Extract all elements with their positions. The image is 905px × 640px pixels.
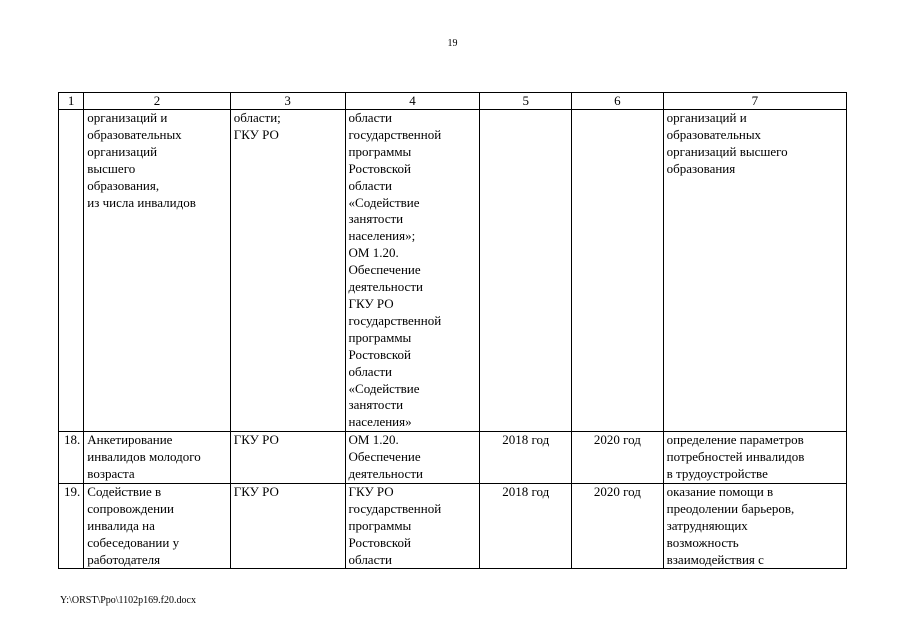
- end-year-cell: 2020 год: [572, 432, 664, 484]
- measure-cell: Анкетирование инвалидов молодого возраста: [84, 432, 230, 484]
- column-header-5: 5: [480, 93, 572, 110]
- funding-cell: ГКУ РО государственной программы Ростовской области: [345, 483, 480, 569]
- result-cell: определение параметров потребностей инвалидов в трудоустройстве: [663, 432, 846, 484]
- footer-file-path: Y:\ORST\Ppo\1102p169.f20.docx: [60, 595, 196, 606]
- start-year-cell: 2018 год: [480, 483, 572, 569]
- table-row: [59, 432, 847, 484]
- column-header-6: 6: [572, 93, 664, 110]
- executor-cell: ГКУ РО: [230, 432, 345, 484]
- end-year-cell: [572, 110, 664, 432]
- start-year-cell: [480, 110, 572, 432]
- measures-table: [58, 92, 847, 569]
- result-cell: оказание помощи в преодолении барьеров, затрудняющих возможность взаимодействия с: [663, 483, 846, 569]
- table-header-row: [59, 93, 847, 110]
- funding-cell: ОМ 1.20. Обеспечение деятельности: [345, 432, 480, 484]
- row-number: [59, 110, 84, 432]
- result-cell: организаций и образовательных организаций высшего образования: [663, 110, 846, 432]
- column-header-2: 2: [84, 93, 230, 110]
- column-header-4: 4: [345, 93, 480, 110]
- executor-cell: ГКУ РО: [230, 483, 345, 569]
- column-header-7: 7: [663, 93, 846, 110]
- end-year-cell: 2020 год: [572, 483, 664, 569]
- measure-cell: организаций и образовательных организаций высшего образования, из числа инвалидов: [84, 110, 230, 432]
- page-number: 19: [447, 38, 458, 49]
- table-row: [59, 110, 847, 432]
- column-header-3: 3: [230, 93, 345, 110]
- table-row: [59, 483, 847, 569]
- measure-cell: Содействие в сопровождении инвалида на собеседовании у работодателя: [84, 483, 230, 569]
- row-number: 19.: [59, 483, 84, 569]
- row-number: 18.: [59, 432, 84, 484]
- column-header-1: 1: [59, 93, 84, 110]
- funding-cell: области государственной программы Ростовской области «Содействие занятости населения»; ОМ 1.20. Обеспечение деятельности ГКУ РО государственной программы Ростовской области «Содействие занятости населения»: [345, 110, 480, 432]
- start-year-cell: 2018 год: [480, 432, 572, 484]
- executor-cell: области; ГКУ РО: [230, 110, 345, 432]
